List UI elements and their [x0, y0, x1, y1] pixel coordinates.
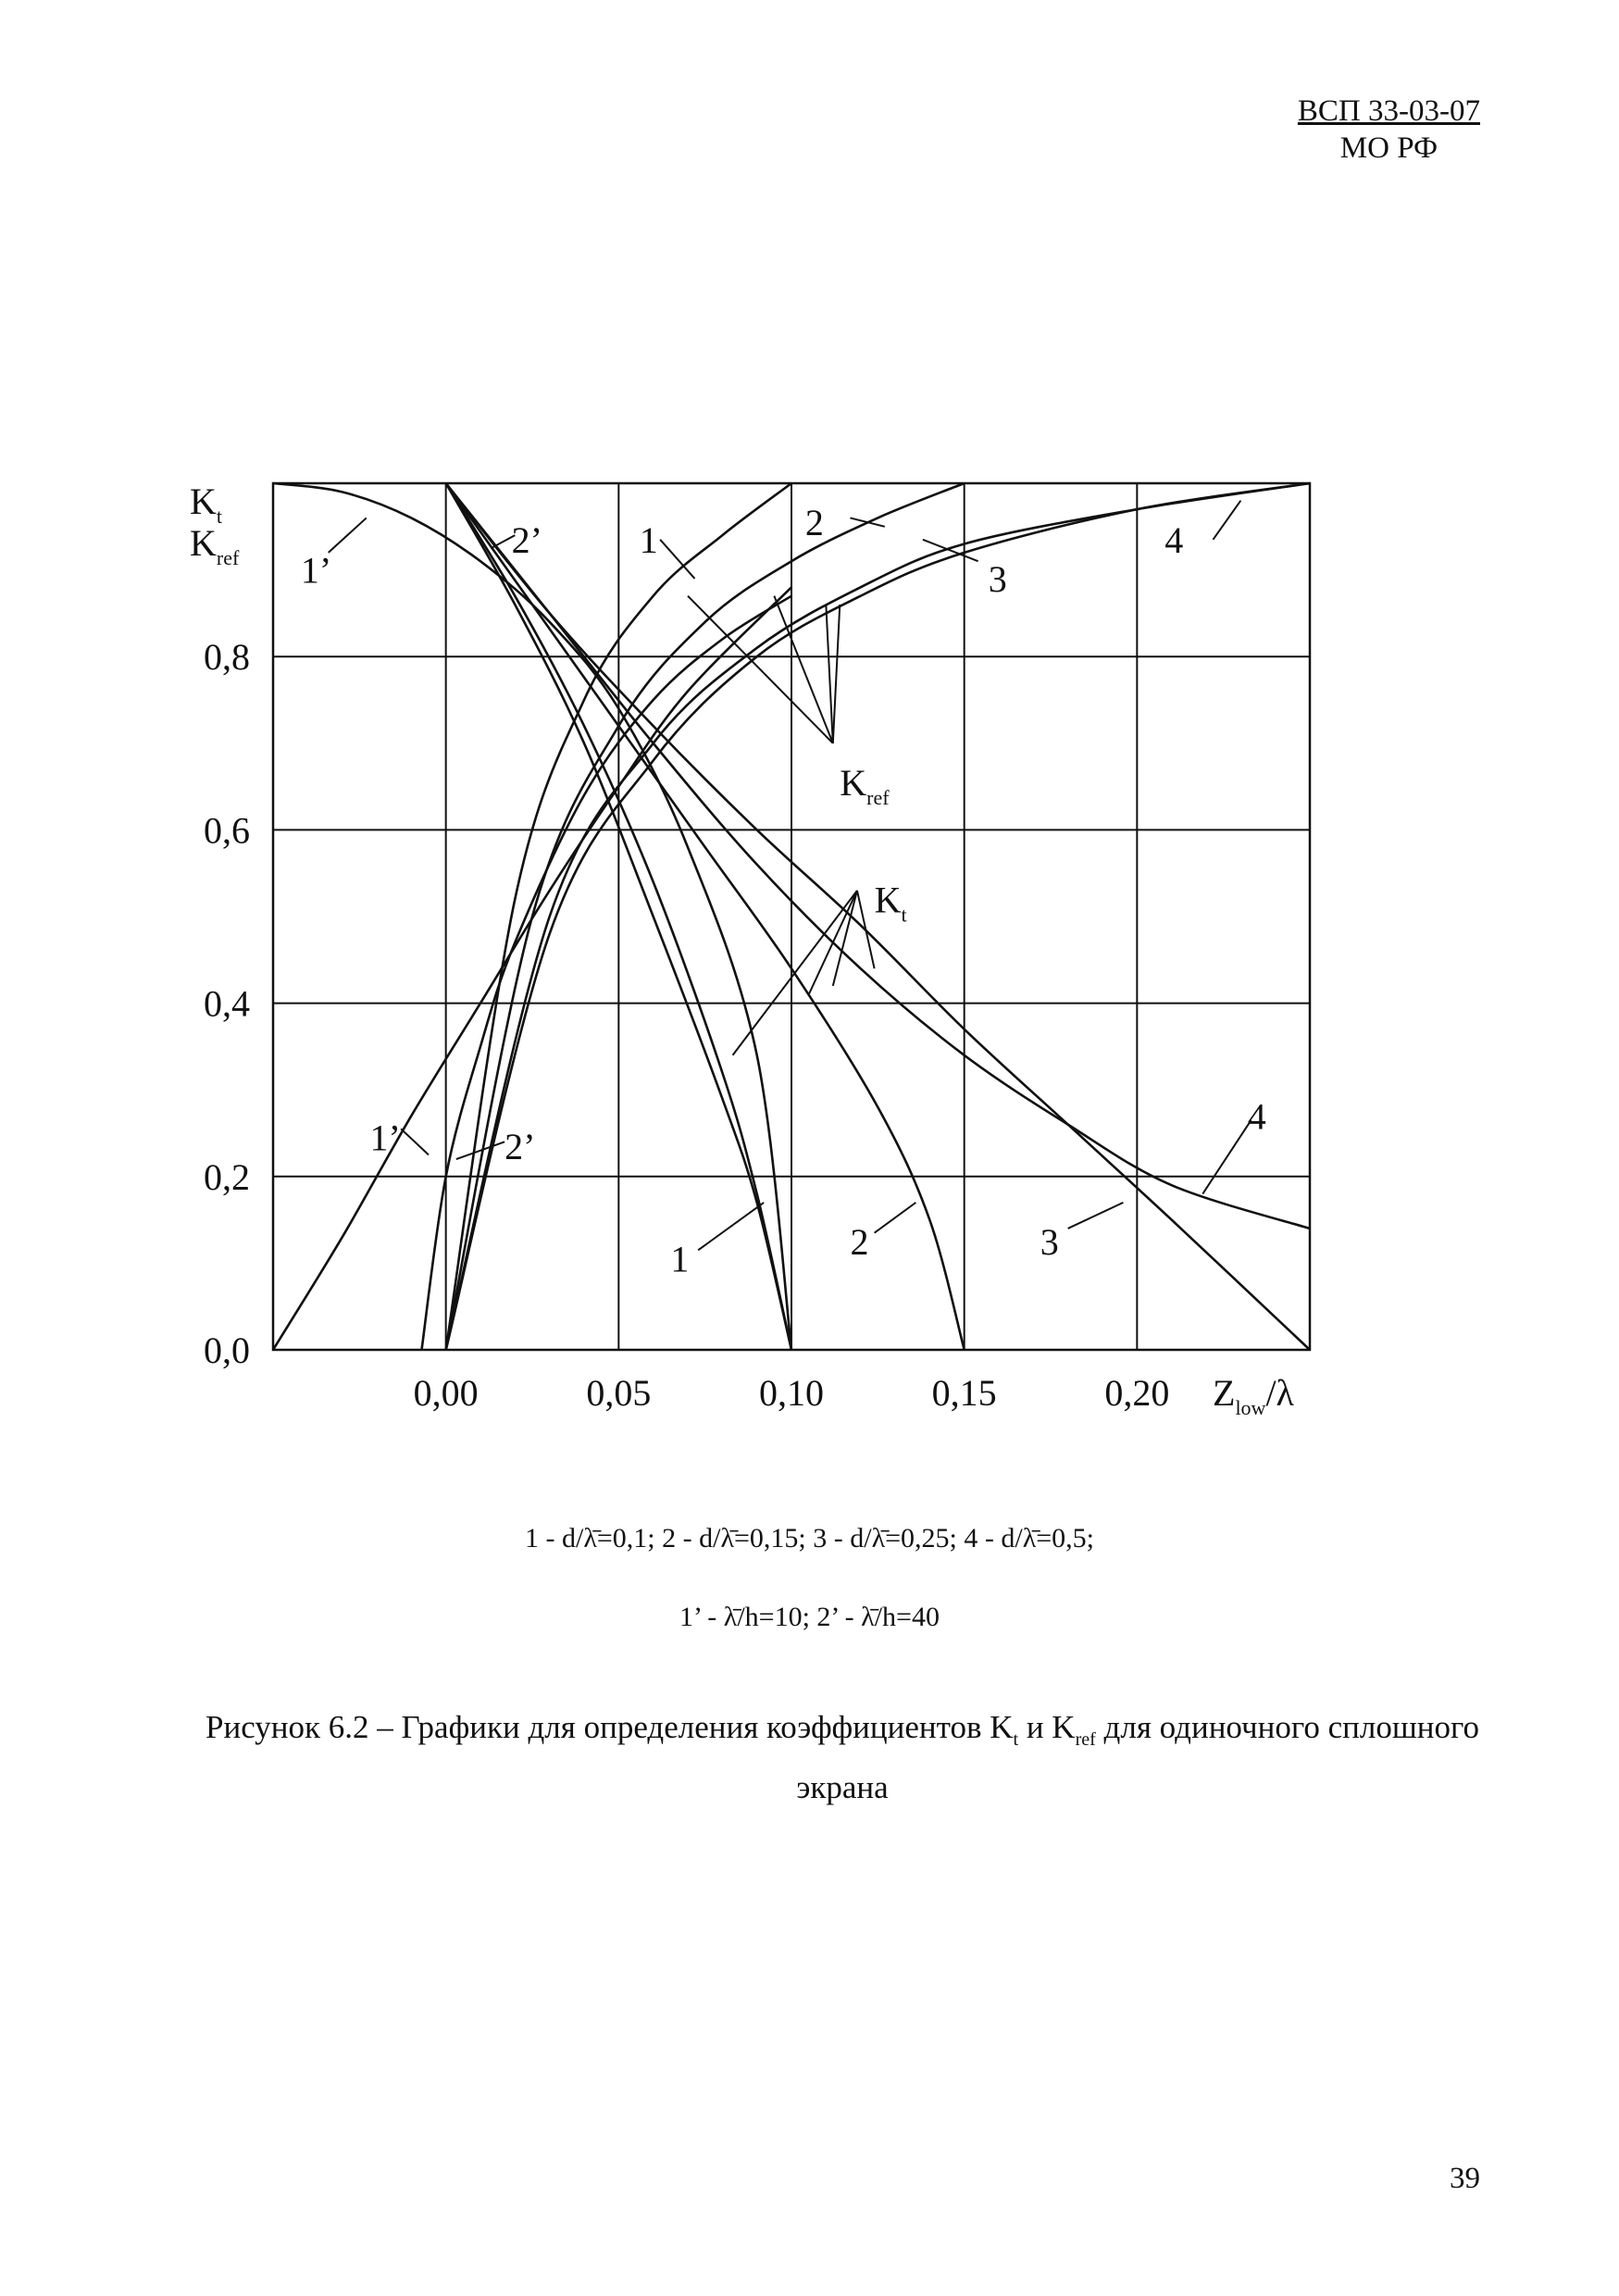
curve-label-leader [850, 518, 884, 526]
curve-label: 2’ [504, 1126, 536, 1168]
y-tick-label: 0,6 [204, 809, 250, 852]
figure-caption [185, 1703, 1500, 1812]
caption-part-1: Рисунок 6.2 – Графики для определения коэффициентов K [205, 1709, 1014, 1745]
curve-label-leader [401, 1129, 429, 1154]
kt-pointer-line [833, 891, 857, 986]
chart-labels [190, 480, 1295, 1419]
curve-label: 1 [639, 518, 658, 561]
y-tick-label: 0,0 [204, 1329, 250, 1371]
curve-label: 1’ [369, 1117, 401, 1159]
curve-label: 3 [1040, 1221, 1059, 1263]
curve-label-leader [1068, 1203, 1124, 1229]
kref-pointer-line [833, 605, 840, 743]
curve-label-leader [1213, 501, 1240, 540]
y-axis-label-kt: $K_t$ [190, 480, 223, 528]
x-tick-label: 0,00 [413, 1372, 479, 1414]
page-number: 39 [1450, 2162, 1480, 2195]
curve-label: 4 [1164, 518, 1184, 561]
x-axis-label: $Z_{low}/\lambda$ [1213, 1372, 1294, 1419]
legend-line-1: 1 - d/λ̄=0,1; 2 - d/λ̄=0,15; 3 - d/λ̄=0,25; 4 - d/λ̄=0,5; [525, 1523, 1094, 1554]
x-tick-label: 0,15 [931, 1372, 997, 1414]
curve-label-leader [329, 518, 367, 552]
caption-sub-1: t [1013, 1729, 1019, 1750]
kt-pointer-line [733, 891, 857, 1055]
curve-label: 2 [850, 1221, 869, 1263]
caption-sub-2: ref [1075, 1729, 1096, 1750]
curve-label: 4 [1247, 1095, 1266, 1138]
curve-label: 1 [670, 1238, 690, 1280]
kref-group-label: $K_{ref}$ [840, 761, 890, 809]
caption-part-2: и K [1018, 1709, 1076, 1745]
x-tick-label: 0,20 [1104, 1372, 1170, 1414]
curve-label-leader [698, 1203, 764, 1250]
legend-line-2: 1’ - λ̄/h=10; 2’ - λ̄/h=40 [679, 1602, 940, 1632]
document-code: ВСП 33-03-07 [1297, 94, 1480, 128]
curve-kref-11 [273, 587, 791, 1350]
curve-label: 1’ [300, 549, 332, 592]
kt-group-label: $K_t$ [874, 879, 907, 927]
kt-pointer-line [809, 891, 857, 994]
y-tick-label: 0,2 [204, 1155, 250, 1198]
document-org: МО РФ [1339, 131, 1438, 165]
curve-label: 2’ [511, 518, 542, 561]
kref-pointer-line [826, 605, 832, 743]
kt-pointer-line [857, 891, 875, 968]
curve-label: 2 [804, 502, 824, 544]
chart-pointers [329, 501, 1252, 1251]
x-tick-label: 0,05 [586, 1372, 652, 1414]
curve-label: 3 [988, 557, 1007, 600]
y-axis-label-kref: $K_{ref}$ [190, 522, 240, 569]
y-tick-label: 0,8 [204, 636, 250, 679]
x-tick-label: 0,10 [759, 1372, 824, 1414]
chart-grid [273, 483, 1310, 1350]
curve-label-leader [1202, 1120, 1251, 1194]
caption-part-3: для одиночного сплошного экрана [796, 1709, 1479, 1805]
y-tick-label: 0,4 [204, 982, 250, 1025]
curve-label-leader [875, 1203, 916, 1233]
